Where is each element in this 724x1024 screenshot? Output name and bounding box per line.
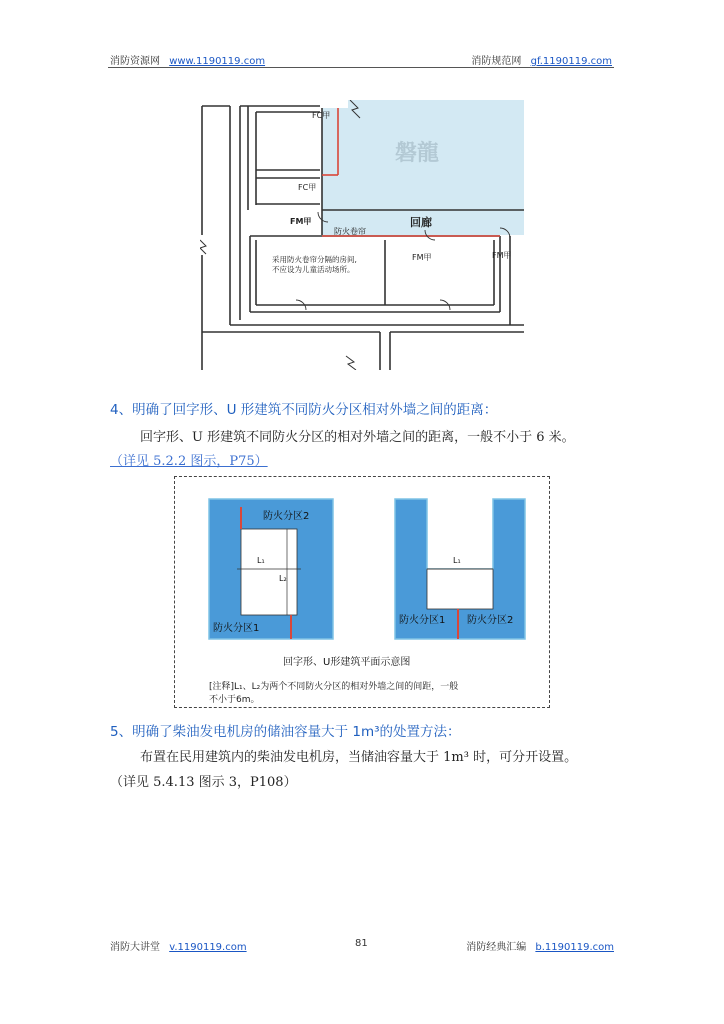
fm-door-label-2: FM甲 — [412, 253, 432, 262]
section-4-title: 4、明确了回字形、U 形建筑不同防火分区相对外墙之间的距离： — [110, 402, 498, 418]
courtyard-figure-frame — [174, 476, 550, 708]
page-number: 81 — [355, 938, 368, 949]
header-right-link[interactable]: gf.1190119.com — [530, 56, 612, 67]
figure-caption: 回字形、U形建筑平面示意图 — [283, 657, 411, 668]
header-rule — [108, 67, 614, 68]
header-right-name: 消防规范网 — [471, 56, 522, 67]
footer-left-link[interactable]: v.1190119.com — [169, 942, 247, 953]
section-4-reference[interactable]: （详见 5.2.2 图示，P75） — [110, 454, 268, 469]
footer-right-link[interactable]: b.1190119.com — [535, 942, 614, 953]
section-5-title: 5、明确了柴油发电机房的储油容量大于 1m³的处置方法： — [110, 724, 461, 740]
header-right — [471, 52, 612, 67]
u-zone-1-label: 防火分区1 — [399, 615, 446, 626]
fc-door-label-1: FC甲 — [312, 111, 331, 120]
loop-zone-1-label: 防火分区1 — [213, 623, 260, 634]
loop-l1-label: L₁ — [257, 556, 265, 565]
u-building-courtyard — [427, 569, 493, 609]
footer-left-name: 消防大讲堂 — [110, 942, 160, 953]
section-4-body: 回字形、U 形建筑不同防火分区的相对外墙之间的距离，一般不小于 6 米。 — [140, 430, 575, 445]
footer-left — [110, 938, 247, 953]
fire-shutter-label: 防火卷帘 — [334, 227, 366, 236]
loop-building-courtyard — [241, 529, 297, 615]
u-l1-label: L₁ — [453, 556, 461, 565]
loop-zone-2-label: 防火分区2 — [263, 511, 310, 522]
section-5-body: 布置在民用建筑内的柴油发电机房，当储油容量大于 1m³ 时，可分开设置。 — [140, 750, 578, 765]
loop-l2-label: L₂ — [279, 574, 287, 583]
fm-door-label-3: FM甲 — [492, 251, 512, 260]
u-zone-2-label: 防火分区2 — [467, 615, 514, 626]
watermark-text: 磐龍 — [395, 140, 440, 166]
section-5-reference: （详见 5.4.13 图示 3，P108） — [110, 775, 297, 790]
fc-door-label-2: FC甲 — [298, 183, 317, 192]
figure-note-line-1: [注释]L₁、L₂为两个不同防火分区的相对外墙之间的间距，一般 — [209, 682, 459, 692]
corridor-label: 回廊 — [410, 216, 432, 229]
figure-note-line-2: 不小于6m。 — [209, 695, 260, 705]
courtyard-figure — [175, 477, 549, 707]
floor-plan-figure — [200, 100, 524, 370]
room-note-line-2: 不应设为儿童活动场所。 — [272, 265, 355, 274]
footer-right-name: 消防经典汇编 — [466, 942, 527, 953]
header-left — [110, 52, 265, 67]
header-left-link[interactable]: www.1190119.com — [169, 56, 266, 67]
fm-door-label-1: FM甲 — [290, 217, 312, 226]
header-left-name: 消防资源网 — [110, 56, 160, 67]
room-note-line-1: 采用防火卷帘分隔的房间, — [272, 255, 357, 264]
footer-right — [466, 938, 614, 953]
